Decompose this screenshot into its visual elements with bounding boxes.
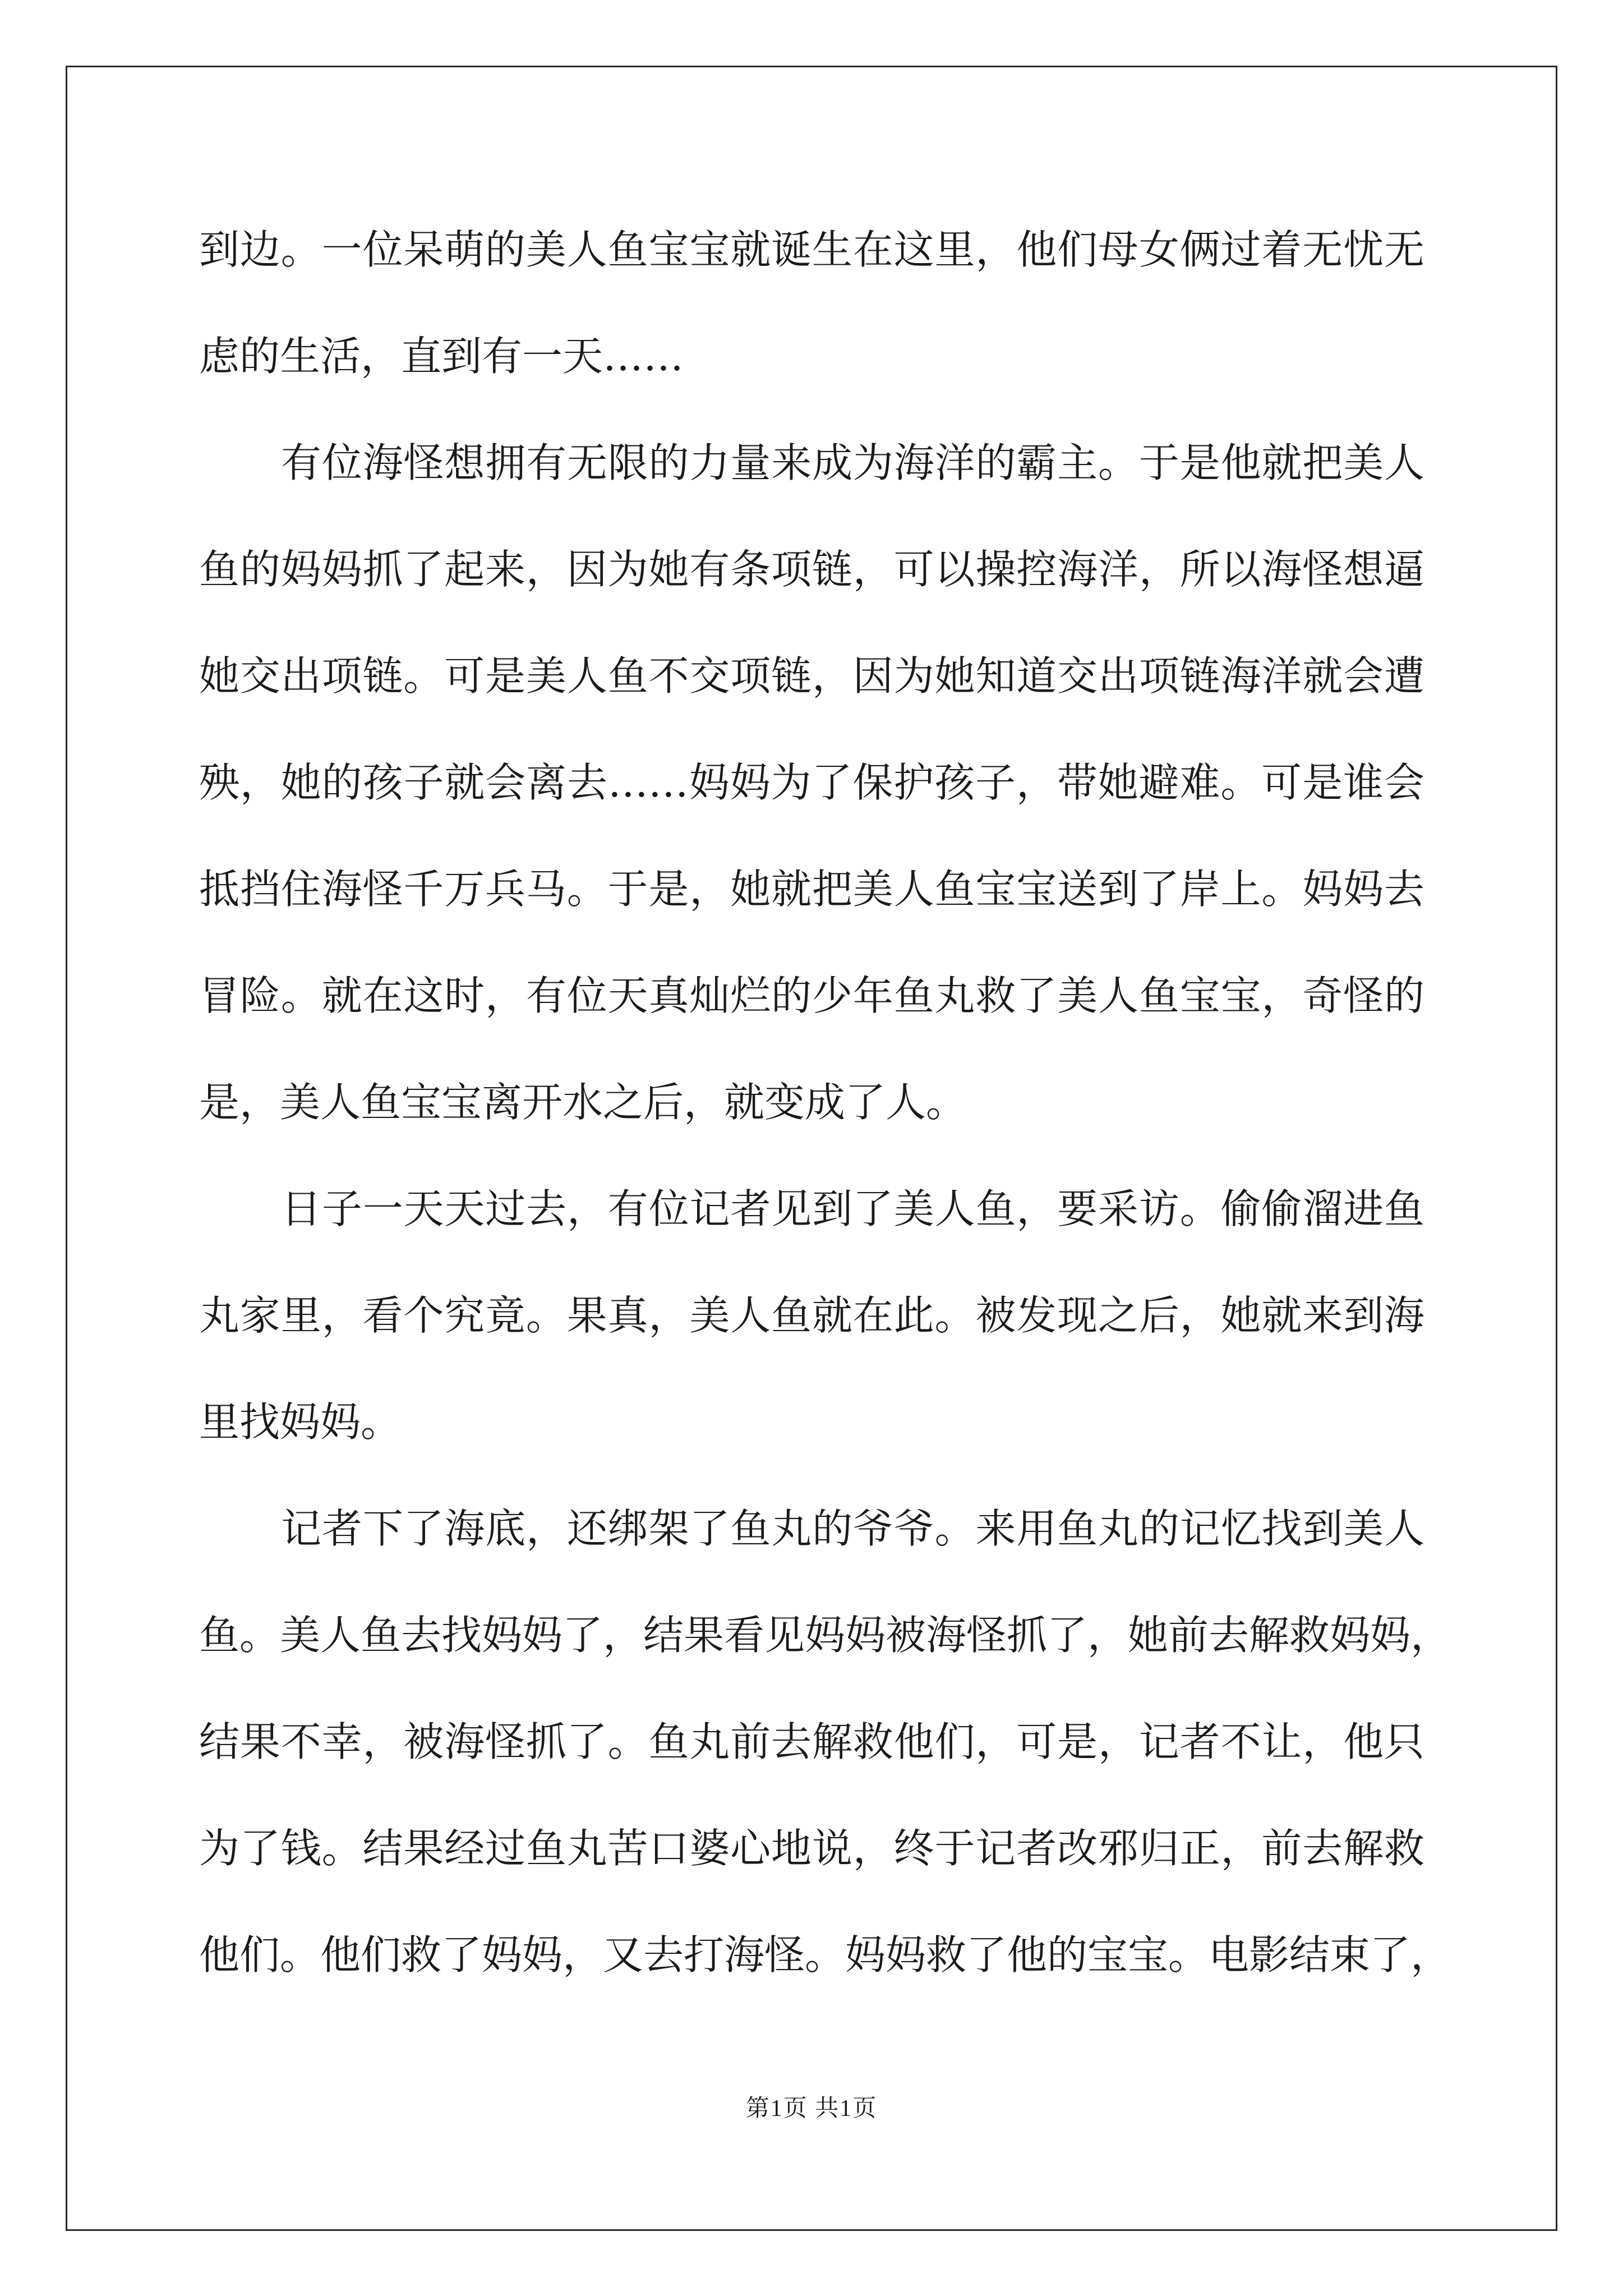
text-line: 冒险。就在这时，有位天真灿烂的少年鱼丸救了美人鱼宝宝，奇怪的 <box>199 972 1424 1019</box>
text-line: 鱼的妈妈抓了起来，因为她有条项链，可以操控海洋，所以海怪想逼 <box>199 546 1424 593</box>
text-line: 有位海怪想拥有无限的力量来成为海洋的霸主。于是他就把美人 <box>281 439 1424 486</box>
paragraph <box>199 1487 1451 2019</box>
text-line: 日子一天天过去，有位记者见到了美人鱼，要采访。偷偷溜进鱼 <box>281 1185 1424 1232</box>
text-line: 他们。他们救了妈妈，又去打海怪。妈妈救了他的宝宝。电影结束了， <box>199 1931 1451 1978</box>
text-line: 是，美人鱼宝宝离开水之后，就变成了人。 <box>199 1079 967 1126</box>
text-line: 结果不幸，被海怪抓了。鱼丸前去解救他们，可是，记者不让，他只 <box>199 1718 1424 1765</box>
text-line: 她交出项链。可是美人鱼不交项链，因为她知道交出项链海洋就会遭 <box>199 652 1424 700</box>
text-line: 抵挡住海怪千万兵马。于是，她就把美人鱼宝宝送到了岸上。妈妈去 <box>199 866 1424 913</box>
text-line: 里找妈妈。 <box>199 1398 402 1446</box>
text-line: 鱼。美人鱼去找妈妈了，结果看见妈妈被海怪抓了，她前去解救妈妈， <box>199 1612 1451 1659</box>
document-body <box>199 208 1451 2019</box>
text-line: 虑的生活，直到有一天…… <box>199 333 684 380</box>
text-line: 为了钱。结果经过鱼丸苦口婆心地说，终于记者改邪归正，前去解救 <box>199 1825 1424 1872</box>
text-line: 到边。一位呆萌的美人鱼宝宝就诞生在这里，他们母女俩过着无忧无 <box>199 226 1424 273</box>
paragraph <box>199 208 1424 421</box>
page-number-footer: 第1页 共1页 <box>745 2096 878 2122</box>
paragraph <box>199 421 1424 1167</box>
text-line: 记者下了海底，还绑架了鱼丸的爷爷。来用鱼丸的记忆找到美人 <box>281 1505 1424 1552</box>
text-line: 丸家里，看个究竟。果真，美人鱼就在此。被发现之后，她就来到海 <box>199 1292 1424 1339</box>
paragraph <box>199 1167 1424 1487</box>
text-line: 殃，她的孩子就会离去……妈妈为了保护孩子，带她避难。可是谁会 <box>199 759 1424 806</box>
